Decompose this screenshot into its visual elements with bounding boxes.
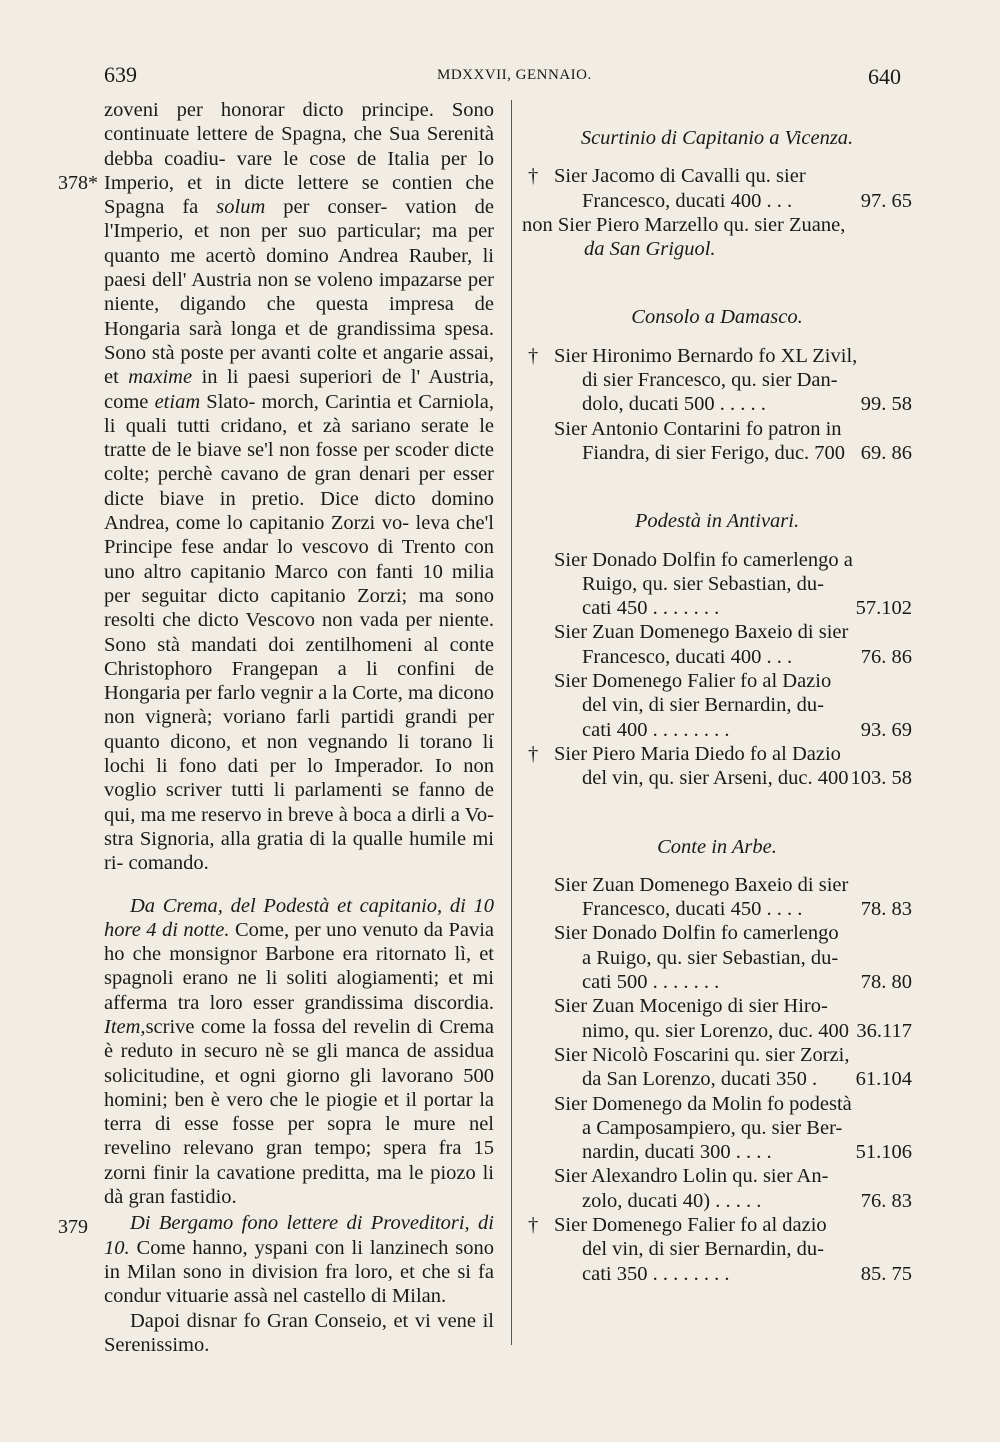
paragraph-letter: zoveni per honorar dicto principe. Sono continuate lettere de Spagna, che Sua Serenità debba coadiu- vare le cose de Italia per lo Imperio, et in dicte lettere se contien che Spagna fa solum per conser- vation de l'Imperio, et non per suo particular; ma per quanto me acertò domino Andrea Rauber, li paesi dell' Austria non se voleno impazarse per niente, digando che questa impresa de Hongaria sarà longa et de grandissima spesa. Sono stà poste per avanti colte et angarie assai, et maxime in li paesi superiori de l' Austria, come etiam Slato- morch, Carintia et Carniola, li quali tutti cridano, et zà sariano serate le tratte de le biave se'l non fosse per scoder dicte colte; perchè cavano de gran denari per esser dicte biave in pretio. Dice dicto domino Andrea, come lo capitanio Zorzi vo- leva che'l Principe fese andar lo vescovo di Trento con uno altro capitanio Marco con fanti 10 milia per seguitar dicto capitanio Zorzi; ma sono resolti che dicto Vescovo non vada per niente. Sono stà mandati doi zentilhomeni al conte Christophoro Frangepan a li confini de Hongaria per farlo vegnir a la Corte, ma dicono non vignerà; voriano farli partidi grandi per quanto dicono, et non vegnando li torano li lochi li fono dati per lo Imperador. Io non voglio scriver tutti li parlamenti se fanno de qui, ma me reservo in breve à boca a dirli a Vo- stra Signoria, alla gratia di la qualle humile mi ri- comando. (104, 99, 495, 875)
dagger-mark: † (528, 165, 539, 188)
vote-count: 61.104 (855, 1068, 912, 1091)
section-title-antivari: Podestà in Antivari. (634, 510, 800, 533)
candidate-entry: † Sier Domenego Falier fo al dazio del vin, di sier Bernardin, du- cati 350 . . . . . . . . 85. 75 (528, 1213, 912, 1285)
vote-count: 103. 58 (850, 767, 912, 790)
bergamo-heading: Di Bergamo fono lettere di Proveditori, di 10. (104, 1212, 494, 1259)
left-column (104, 98, 494, 1375)
crema-heading: Da Crema, del Podestà et capitanio, di 10 hore 4 di notte. (104, 894, 494, 941)
paragraph-bergamo: Di Bergamo fono lettere di Proveditori, di 10. Come hanno, yspani con li lanzinech sono in Milan sono in division fra loro, et che si fa condur vituarie assà nel castello di Milan. (104, 1212, 494, 1308)
margin-note-378: 378* (58, 172, 98, 194)
right-column (522, 126, 912, 1286)
vote-count: 78. 83 (860, 898, 912, 921)
vote-count: 76. 86 (860, 645, 912, 668)
candidate-entry: Sier Antonio Contarini fo patron in Fiandra, di sier Ferigo, duc. 700 69. 86 (554, 417, 912, 464)
vote-count: 78. 80 (860, 971, 912, 994)
candidate-entry: non Sier Piero Marzello qu. sier Zuane, da San Griguol. (522, 213, 846, 261)
paragraph-crema: Da Crema, del Podestà et capitanio, di 10 hore 4 di notte. Come, per uno venuto da Pavia ho che monsignor Barbone era ritornato lì, et spagnoli erano ne li soliti alogiamenti; et mi afferma tra loro esser grandissima discordia. Item,scrive come la fossa del revelin di Crema è reduto in securo nè se gli manca de assidua solicitudine, et ogni giorno gli lavorano 500 homini; ben è vero che le piogie et il portar la terra di esse fosse per sopra le mure nel revelino relevano gran tempo; spera fra 15 zorni finir la cavatione preditta, ma le piozo li dà gran fastidio. (104, 894, 494, 1209)
candidate-entry: Sier Zuan Domenego Baxeio di sier Francesco, ducati 400 . . . 76. 86 (554, 621, 912, 668)
vote-count: 51.106 (855, 1141, 912, 1164)
candidate-entry: † Sier Jacomo di Cavalli qu. sier Francesco, ducati 400 . . . 97. 65 (528, 165, 912, 212)
vote-count: 85. 75 (860, 1262, 912, 1285)
page-number-left: 639 (104, 62, 137, 87)
candidate-entry: † Sier Piero Maria Diedo fo al Dazio del vin, qu. sier Arseni, duc. 400 103. 58 (528, 742, 912, 790)
candidate-entry: Sier Domenego da Molin fo podestà a Camposampiero, qu. sier Ber- nardin, ducati 300 . . . . 51.106 (554, 1092, 912, 1164)
candidate-entry: Sier Nicolò Foscarini qu. sier Zorzi, da San Lorenzo, ducati 350 . 61.104 (554, 1043, 912, 1091)
margin-note-379: 379 (58, 1216, 88, 1238)
vote-count: 69. 86 (860, 441, 912, 464)
column-divider (511, 100, 512, 1345)
dagger-mark: † (528, 742, 539, 765)
dagger-mark: † (528, 344, 539, 367)
candidate-entry: Sier Donado Dolfin fo camerlengo a Ruigo, qu. sier Sebastian, du- cati 500 . . . . . . . 78. 80 (554, 922, 912, 994)
candidate-entry: Sier Domenego Falier fo al Dazio del vin, di sier Bernardin, du- cati 400 . . . . . . . . 93. 69 (554, 670, 912, 741)
candidate-entry: Sier Alexandro Lolin qu. sier An- zolo, ducati 40) . . . . . 76. 83 (554, 1165, 912, 1212)
vote-count: 99. 58 (860, 393, 912, 416)
candidate-entry: Sier Zuan Domenego Baxeio di sier Francesco, ducati 450 . . . . 78. 83 (554, 873, 912, 921)
candidate-entry: Sier Zuan Mocenigo di sier Hiro- nimo, qu. sier Lorenzo, duc. 400 36.117 (554, 995, 912, 1042)
vote-count: 97. 65 (860, 189, 912, 212)
running-title: MDXXVII, GENNAIO. (437, 67, 592, 83)
candidate-entry: Sier Donado Dolfin fo camerlengo a Ruigo, qu. sier Sebastian, du- cati 450 . . . . . . . 57.102 (554, 548, 912, 620)
non-mark: non (522, 213, 553, 236)
dagger-mark: † (528, 1213, 539, 1236)
vote-count: 57.102 (855, 597, 912, 620)
candidate-entry: † Sier Hironimo Bernardo fo XL Zivil, di sier Francesco, qu. sier Dan- dolo, ducati 500 . . . . . 99. 58 (528, 344, 912, 416)
page-number-right: 640 (868, 64, 901, 89)
vote-count: 93. 69 (860, 718, 912, 741)
vote-count: 76. 83 (860, 1189, 912, 1212)
section-title-vicenza: Scurtinio di Capitanio a Vicenza. (580, 127, 854, 149)
vote-count: 36.117 (856, 1019, 912, 1042)
paragraph-gran-conseio: Dapoi disnar fo Gran Conseio, et vi vene il Serenissimo. (104, 1309, 494, 1356)
section-title-arbe: Conte in Arbe. (657, 835, 777, 858)
section-title-damasco: Consolo a Damasco. (631, 306, 803, 329)
